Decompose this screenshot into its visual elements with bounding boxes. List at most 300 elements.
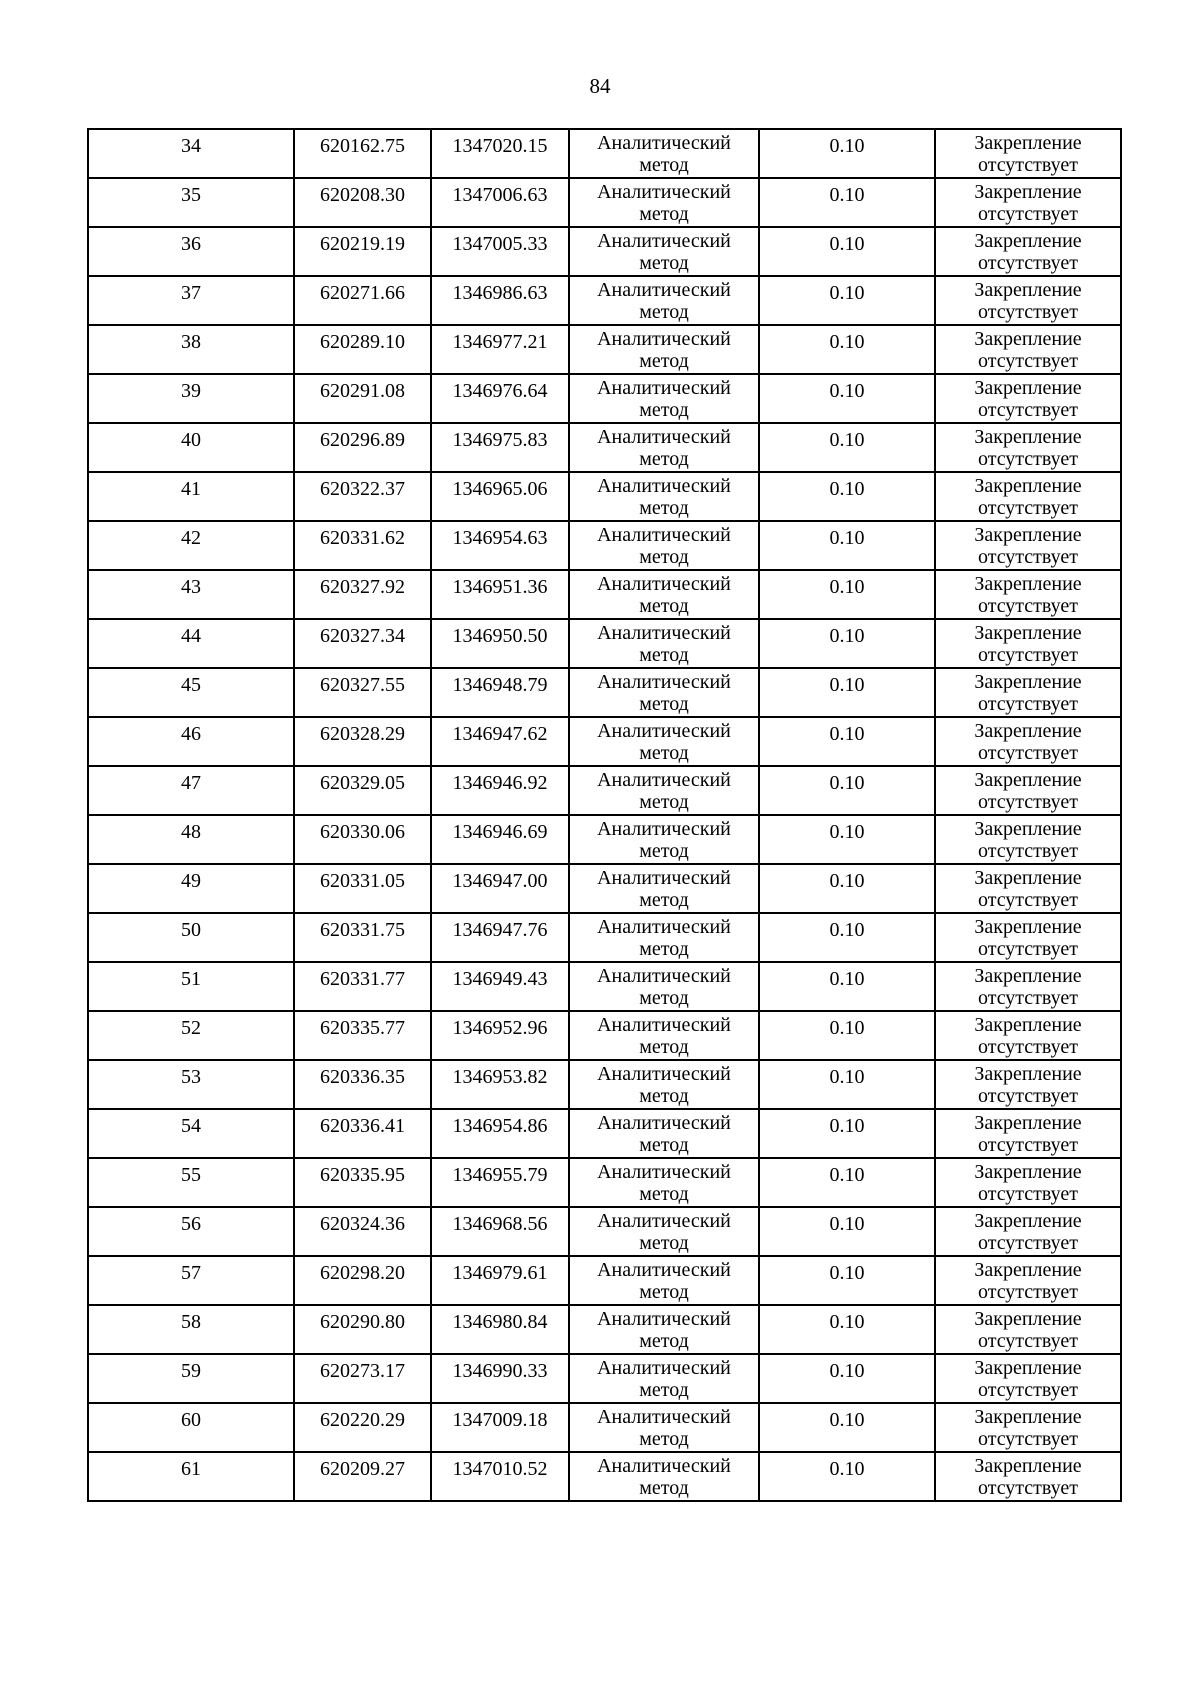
y-coordinate-cell: 1347020.15 <box>431 129 569 178</box>
method-cell-line-1: Аналитический <box>597 230 731 252</box>
method-cell <box>569 766 759 815</box>
table-row <box>88 1305 1121 1354</box>
error-cell: 0.10 <box>759 1452 935 1501</box>
method-cell <box>569 1011 759 1060</box>
error-cell: 0.10 <box>759 864 935 913</box>
method-cell-line-2: метод <box>639 399 689 421</box>
fixation-cell-line-1: Закрепление <box>974 181 1082 203</box>
point-number-cell: 42 <box>88 521 294 570</box>
y-coordinate-cell: 1346946.69 <box>431 815 569 864</box>
y-coordinate-cell: 1346955.79 <box>431 1158 569 1207</box>
method-cell-line-2: метод <box>639 938 689 960</box>
x-coordinate-cell: 620335.77 <box>294 1011 431 1060</box>
error-cell: 0.10 <box>759 374 935 423</box>
fixation-cell-line-2: отсутствует <box>977 1281 1079 1303</box>
point-number-cell: 39 <box>88 374 294 423</box>
method-cell <box>569 374 759 423</box>
method-cell-line-1: Аналитический <box>597 720 731 742</box>
x-coordinate-cell: 620327.34 <box>294 619 431 668</box>
method-cell-line-2: метод <box>639 595 689 617</box>
fixation-cell-line-2: отсутствует <box>977 448 1079 470</box>
method-cell-line-2: метод <box>639 1085 689 1107</box>
method-cell-line-2: метод <box>639 1379 689 1401</box>
fixation-cell <box>935 1256 1121 1305</box>
method-cell <box>569 1060 759 1109</box>
y-coordinate-cell: 1346954.63 <box>431 521 569 570</box>
fixation-cell-line-2: отсутствует <box>977 1134 1079 1156</box>
point-number-cell: 35 <box>88 178 294 227</box>
error-cell: 0.10 <box>759 276 935 325</box>
fixation-cell <box>935 1452 1121 1501</box>
method-cell-line-1: Аналитический <box>597 426 731 448</box>
y-coordinate-cell: 1346980.84 <box>431 1305 569 1354</box>
method-cell <box>569 521 759 570</box>
point-number-cell: 53 <box>88 1060 294 1109</box>
point-number-cell: 52 <box>88 1011 294 1060</box>
point-number-cell: 54 <box>88 1109 294 1158</box>
method-cell-line-1: Аналитический <box>597 769 731 791</box>
method-cell-line-2: метод <box>639 1134 689 1156</box>
fixation-cell <box>935 521 1121 570</box>
method-cell <box>569 472 759 521</box>
error-cell: 0.10 <box>759 717 935 766</box>
y-coordinate-cell: 1346947.76 <box>431 913 569 962</box>
table-row <box>88 325 1121 374</box>
method-cell-line-2: метод <box>639 987 689 1009</box>
fixation-cell-line-2: отсутствует <box>977 399 1079 421</box>
y-coordinate-cell: 1346949.43 <box>431 962 569 1011</box>
error-cell: 0.10 <box>759 815 935 864</box>
fixation-cell <box>935 766 1121 815</box>
x-coordinate-cell: 620162.75 <box>294 129 431 178</box>
fixation-cell-line-2: отсутствует <box>977 644 1079 666</box>
method-cell-line-1: Аналитический <box>597 1161 731 1183</box>
y-coordinate-cell: 1347009.18 <box>431 1403 569 1452</box>
method-cell <box>569 227 759 276</box>
method-cell-line-1: Аналитический <box>597 965 731 987</box>
y-coordinate-cell: 1347006.63 <box>431 178 569 227</box>
x-coordinate-cell: 620335.95 <box>294 1158 431 1207</box>
fixation-cell-line-1: Закрепление <box>974 671 1082 693</box>
fixation-cell-line-1: Закрепление <box>974 475 1082 497</box>
fixation-cell <box>935 913 1121 962</box>
method-cell <box>569 668 759 717</box>
x-coordinate-cell: 620329.05 <box>294 766 431 815</box>
y-coordinate-cell: 1346954.86 <box>431 1109 569 1158</box>
error-cell: 0.10 <box>759 1011 935 1060</box>
table-row <box>88 276 1121 325</box>
error-cell: 0.10 <box>759 325 935 374</box>
table-row <box>88 619 1121 668</box>
table-row <box>88 129 1121 178</box>
coordinates-table <box>87 128 1122 1502</box>
fixation-cell-line-2: отсутствует <box>977 1183 1079 1205</box>
method-cell-line-1: Аналитический <box>597 328 731 350</box>
table-row <box>88 1060 1121 1109</box>
fixation-cell-line-1: Закрепление <box>974 720 1082 742</box>
table-row <box>88 1403 1121 1452</box>
error-cell: 0.10 <box>759 423 935 472</box>
method-cell-line-1: Аналитический <box>597 1063 731 1085</box>
x-coordinate-cell: 620328.29 <box>294 717 431 766</box>
fixation-cell-line-1: Закрепление <box>974 1210 1082 1232</box>
fixation-cell-line-2: отсутствует <box>977 1477 1079 1499</box>
fixation-cell <box>935 619 1121 668</box>
method-cell-line-1: Аналитический <box>597 1308 731 1330</box>
method-cell <box>569 717 759 766</box>
x-coordinate-cell: 620291.08 <box>294 374 431 423</box>
method-cell <box>569 1158 759 1207</box>
x-coordinate-cell: 620298.20 <box>294 1256 431 1305</box>
table-row <box>88 1354 1121 1403</box>
method-cell-line-2: метод <box>639 742 689 764</box>
fixation-cell <box>935 423 1121 472</box>
x-coordinate-cell: 620336.41 <box>294 1109 431 1158</box>
x-coordinate-cell: 620208.30 <box>294 178 431 227</box>
method-cell <box>569 129 759 178</box>
x-coordinate-cell: 620271.66 <box>294 276 431 325</box>
method-cell <box>569 913 759 962</box>
method-cell-line-2: метод <box>639 1330 689 1352</box>
method-cell-line-2: метод <box>639 1232 689 1254</box>
method-cell <box>569 815 759 864</box>
error-cell: 0.10 <box>759 178 935 227</box>
x-coordinate-cell: 620331.62 <box>294 521 431 570</box>
method-cell <box>569 1452 759 1501</box>
method-cell <box>569 864 759 913</box>
table-row <box>88 374 1121 423</box>
y-coordinate-cell: 1346953.82 <box>431 1060 569 1109</box>
point-number-cell: 37 <box>88 276 294 325</box>
fixation-cell-line-2: отсутствует <box>977 791 1079 813</box>
fixation-cell-line-2: отсутствует <box>977 693 1079 715</box>
point-number-cell: 46 <box>88 717 294 766</box>
point-number-cell: 55 <box>88 1158 294 1207</box>
error-cell: 0.10 <box>759 1158 935 1207</box>
table-row <box>88 178 1121 227</box>
method-cell-line-1: Аналитический <box>597 1210 731 1232</box>
method-cell <box>569 178 759 227</box>
fixation-cell <box>935 1158 1121 1207</box>
fixation-cell-line-2: отсутствует <box>977 1379 1079 1401</box>
fixation-cell-line-1: Закрепление <box>974 818 1082 840</box>
error-cell: 0.10 <box>759 227 935 276</box>
fixation-cell <box>935 962 1121 1011</box>
method-cell-line-1: Аналитический <box>597 1014 731 1036</box>
method-cell <box>569 276 759 325</box>
point-number-cell: 50 <box>88 913 294 962</box>
table-row <box>88 668 1121 717</box>
table-row <box>88 1011 1121 1060</box>
y-coordinate-cell: 1346947.62 <box>431 717 569 766</box>
fixation-cell <box>935 1305 1121 1354</box>
point-number-cell: 59 <box>88 1354 294 1403</box>
method-cell-line-2: метод <box>639 154 689 176</box>
fixation-cell-line-1: Закрепление <box>974 1357 1082 1379</box>
method-cell-line-2: метод <box>639 350 689 372</box>
fixation-cell-line-1: Закрепление <box>974 916 1082 938</box>
fixation-cell <box>935 1060 1121 1109</box>
table-row <box>88 1109 1121 1158</box>
table-row <box>88 962 1121 1011</box>
fixation-cell-line-2: отсутствует <box>977 301 1079 323</box>
method-cell-line-1: Аналитический <box>597 818 731 840</box>
fixation-cell-line-2: отсутствует <box>977 546 1079 568</box>
method-cell-line-2: метод <box>639 644 689 666</box>
method-cell <box>569 423 759 472</box>
point-number-cell: 44 <box>88 619 294 668</box>
method-cell-line-1: Аналитический <box>597 1357 731 1379</box>
method-cell-line-1: Аналитический <box>597 1455 731 1477</box>
x-coordinate-cell: 620331.77 <box>294 962 431 1011</box>
method-cell-line-1: Аналитический <box>597 573 731 595</box>
point-number-cell: 40 <box>88 423 294 472</box>
error-cell: 0.10 <box>759 1207 935 1256</box>
point-number-cell: 34 <box>88 129 294 178</box>
y-coordinate-cell: 1346968.56 <box>431 1207 569 1256</box>
fixation-cell <box>935 227 1121 276</box>
y-coordinate-cell: 1346975.83 <box>431 423 569 472</box>
y-coordinate-cell: 1346946.92 <box>431 766 569 815</box>
method-cell-line-2: метод <box>639 1036 689 1058</box>
error-cell: 0.10 <box>759 1354 935 1403</box>
y-coordinate-cell: 1346965.06 <box>431 472 569 521</box>
fixation-cell <box>935 325 1121 374</box>
fixation-cell-line-2: отсутствует <box>977 938 1079 960</box>
coordinates-table-body <box>88 129 1121 1501</box>
fixation-cell-line-1: Закрепление <box>974 965 1082 987</box>
point-number-cell: 57 <box>88 1256 294 1305</box>
fixation-cell <box>935 374 1121 423</box>
method-cell <box>569 962 759 1011</box>
fixation-cell-line-2: отсутствует <box>977 350 1079 372</box>
method-cell-line-2: метод <box>639 889 689 911</box>
method-cell <box>569 1109 759 1158</box>
page-number: 84 <box>589 74 611 98</box>
method-cell-line-2: метод <box>639 840 689 862</box>
table-row <box>88 1256 1121 1305</box>
error-cell: 0.10 <box>759 521 935 570</box>
point-number-cell: 61 <box>88 1452 294 1501</box>
table-row <box>88 1452 1121 1501</box>
method-cell-line-1: Аналитический <box>597 524 731 546</box>
table-row <box>88 815 1121 864</box>
fixation-cell-line-1: Закрепление <box>974 867 1082 889</box>
fixation-cell-line-1: Закрепление <box>974 1455 1082 1477</box>
x-coordinate-cell: 620219.19 <box>294 227 431 276</box>
y-coordinate-cell: 1346950.50 <box>431 619 569 668</box>
y-coordinate-cell: 1346976.64 <box>431 374 569 423</box>
fixation-cell <box>935 178 1121 227</box>
table-row <box>88 227 1121 276</box>
y-coordinate-cell: 1346986.63 <box>431 276 569 325</box>
fixation-cell-line-1: Закрепление <box>974 769 1082 791</box>
fixation-cell-line-1: Закрепление <box>974 328 1082 350</box>
error-cell: 0.10 <box>759 766 935 815</box>
fixation-cell-line-2: отсутствует <box>977 1428 1079 1450</box>
table-row <box>88 913 1121 962</box>
fixation-cell-line-2: отсутствует <box>977 987 1079 1009</box>
error-cell: 0.10 <box>759 913 935 962</box>
method-cell <box>569 570 759 619</box>
point-number-cell: 49 <box>88 864 294 913</box>
fixation-cell <box>935 472 1121 521</box>
fixation-cell-line-2: отсутствует <box>977 1330 1079 1352</box>
fixation-cell-line-1: Закрепление <box>974 1063 1082 1085</box>
fixation-cell-line-1: Закрепление <box>974 1161 1082 1183</box>
fixation-cell <box>935 815 1121 864</box>
fixation-cell <box>935 276 1121 325</box>
table-row <box>88 766 1121 815</box>
point-number-cell: 58 <box>88 1305 294 1354</box>
fixation-cell-line-2: отсутствует <box>977 1085 1079 1107</box>
fixation-cell <box>935 129 1121 178</box>
fixation-cell <box>935 864 1121 913</box>
y-coordinate-cell: 1346951.36 <box>431 570 569 619</box>
fixation-cell-line-2: отсутствует <box>977 742 1079 764</box>
fixation-cell-line-1: Закрепление <box>974 230 1082 252</box>
method-cell <box>569 1305 759 1354</box>
fixation-cell-line-1: Закрепление <box>974 573 1082 595</box>
y-coordinate-cell: 1346947.00 <box>431 864 569 913</box>
method-cell-line-1: Аналитический <box>597 671 731 693</box>
y-coordinate-cell: 1346977.21 <box>431 325 569 374</box>
table-row <box>88 717 1121 766</box>
fixation-cell-line-1: Закрепление <box>974 1259 1082 1281</box>
y-coordinate-cell: 1346952.96 <box>431 1011 569 1060</box>
x-coordinate-cell: 620290.80 <box>294 1305 431 1354</box>
method-cell-line-2: метод <box>639 1183 689 1205</box>
x-coordinate-cell: 620220.29 <box>294 1403 431 1452</box>
point-number-cell: 47 <box>88 766 294 815</box>
fixation-cell-line-2: отсутствует <box>977 840 1079 862</box>
point-number-cell: 36 <box>88 227 294 276</box>
fixation-cell-line-2: отсутствует <box>977 889 1079 911</box>
table-row <box>88 472 1121 521</box>
fixation-cell <box>935 1109 1121 1158</box>
fixation-cell-line-1: Закрепление <box>974 1112 1082 1134</box>
table-row <box>88 423 1121 472</box>
fixation-cell-line-1: Закрепление <box>974 377 1082 399</box>
x-coordinate-cell: 620336.35 <box>294 1060 431 1109</box>
method-cell-line-1: Аналитический <box>597 377 731 399</box>
table-row <box>88 864 1121 913</box>
x-coordinate-cell: 620324.36 <box>294 1207 431 1256</box>
fixation-cell-line-2: отсутствует <box>977 203 1079 225</box>
error-cell: 0.10 <box>759 1305 935 1354</box>
method-cell-line-1: Аналитический <box>597 622 731 644</box>
x-coordinate-cell: 620289.10 <box>294 325 431 374</box>
method-cell <box>569 1354 759 1403</box>
y-coordinate-cell: 1346990.33 <box>431 1354 569 1403</box>
method-cell-line-1: Аналитический <box>597 916 731 938</box>
point-number-cell: 43 <box>88 570 294 619</box>
method-cell-line-2: метод <box>639 497 689 519</box>
fixation-cell-line-1: Закрепление <box>974 1308 1082 1330</box>
error-cell: 0.10 <box>759 1060 935 1109</box>
fixation-cell-line-2: отсутствует <box>977 497 1079 519</box>
fixation-cell-line-1: Закрепление <box>974 1014 1082 1036</box>
point-number-cell: 60 <box>88 1403 294 1452</box>
method-cell-line-2: метод <box>639 693 689 715</box>
method-cell <box>569 1207 759 1256</box>
fixation-cell <box>935 1207 1121 1256</box>
table-row <box>88 1207 1121 1256</box>
error-cell: 0.10 <box>759 619 935 668</box>
x-coordinate-cell: 620273.17 <box>294 1354 431 1403</box>
x-coordinate-cell: 620296.89 <box>294 423 431 472</box>
fixation-cell <box>935 570 1121 619</box>
method-cell-line-2: метод <box>639 1428 689 1450</box>
x-coordinate-cell: 620327.92 <box>294 570 431 619</box>
method-cell-line-1: Аналитический <box>597 475 731 497</box>
fixation-cell-line-1: Закрепление <box>974 524 1082 546</box>
method-cell-line-2: метод <box>639 448 689 470</box>
fixation-cell-line-2: отсутствует <box>977 1232 1079 1254</box>
method-cell-line-2: метод <box>639 252 689 274</box>
error-cell: 0.10 <box>759 1109 935 1158</box>
error-cell: 0.10 <box>759 962 935 1011</box>
fixation-cell <box>935 1011 1121 1060</box>
fixation-cell-line-2: отсутствует <box>977 252 1079 274</box>
error-cell: 0.10 <box>759 129 935 178</box>
method-cell-line-1: Аналитический <box>597 1112 731 1134</box>
method-cell <box>569 1256 759 1305</box>
method-cell-line-2: метод <box>639 546 689 568</box>
fixation-cell-line-1: Закрепление <box>974 132 1082 154</box>
method-cell-line-1: Аналитический <box>597 279 731 301</box>
point-number-cell: 38 <box>88 325 294 374</box>
y-coordinate-cell: 1347005.33 <box>431 227 569 276</box>
x-coordinate-cell: 620330.06 <box>294 815 431 864</box>
y-coordinate-cell: 1347010.52 <box>431 1452 569 1501</box>
y-coordinate-cell: 1346948.79 <box>431 668 569 717</box>
point-number-cell: 41 <box>88 472 294 521</box>
fixation-cell <box>935 668 1121 717</box>
fixation-cell <box>935 1354 1121 1403</box>
method-cell-line-2: метод <box>639 1477 689 1499</box>
fixation-cell-line-2: отсутствует <box>977 595 1079 617</box>
table-row <box>88 521 1121 570</box>
error-cell: 0.10 <box>759 1256 935 1305</box>
point-number-cell: 51 <box>88 962 294 1011</box>
fixation-cell-line-1: Закрепление <box>974 279 1082 301</box>
method-cell-line-2: метод <box>639 791 689 813</box>
error-cell: 0.10 <box>759 668 935 717</box>
fixation-cell-line-2: отсутствует <box>977 154 1079 176</box>
error-cell: 0.10 <box>759 570 935 619</box>
fixation-cell-line-2: отсутствует <box>977 1036 1079 1058</box>
point-number-cell: 56 <box>88 1207 294 1256</box>
method-cell-line-1: Аналитический <box>597 867 731 889</box>
method-cell-line-1: Аналитический <box>597 181 731 203</box>
error-cell: 0.10 <box>759 472 935 521</box>
fixation-cell <box>935 1403 1121 1452</box>
y-coordinate-cell: 1346979.61 <box>431 1256 569 1305</box>
method-cell-line-1: Аналитический <box>597 132 731 154</box>
table-row <box>88 570 1121 619</box>
method-cell <box>569 1403 759 1452</box>
x-coordinate-cell: 620322.37 <box>294 472 431 521</box>
x-coordinate-cell: 620331.05 <box>294 864 431 913</box>
error-cell: 0.10 <box>759 1403 935 1452</box>
method-cell-line-1: Аналитический <box>597 1406 731 1428</box>
x-coordinate-cell: 620209.27 <box>294 1452 431 1501</box>
fixation-cell-line-1: Закрепление <box>974 622 1082 644</box>
point-number-cell: 45 <box>88 668 294 717</box>
table-row <box>88 1158 1121 1207</box>
point-number-cell: 48 <box>88 815 294 864</box>
